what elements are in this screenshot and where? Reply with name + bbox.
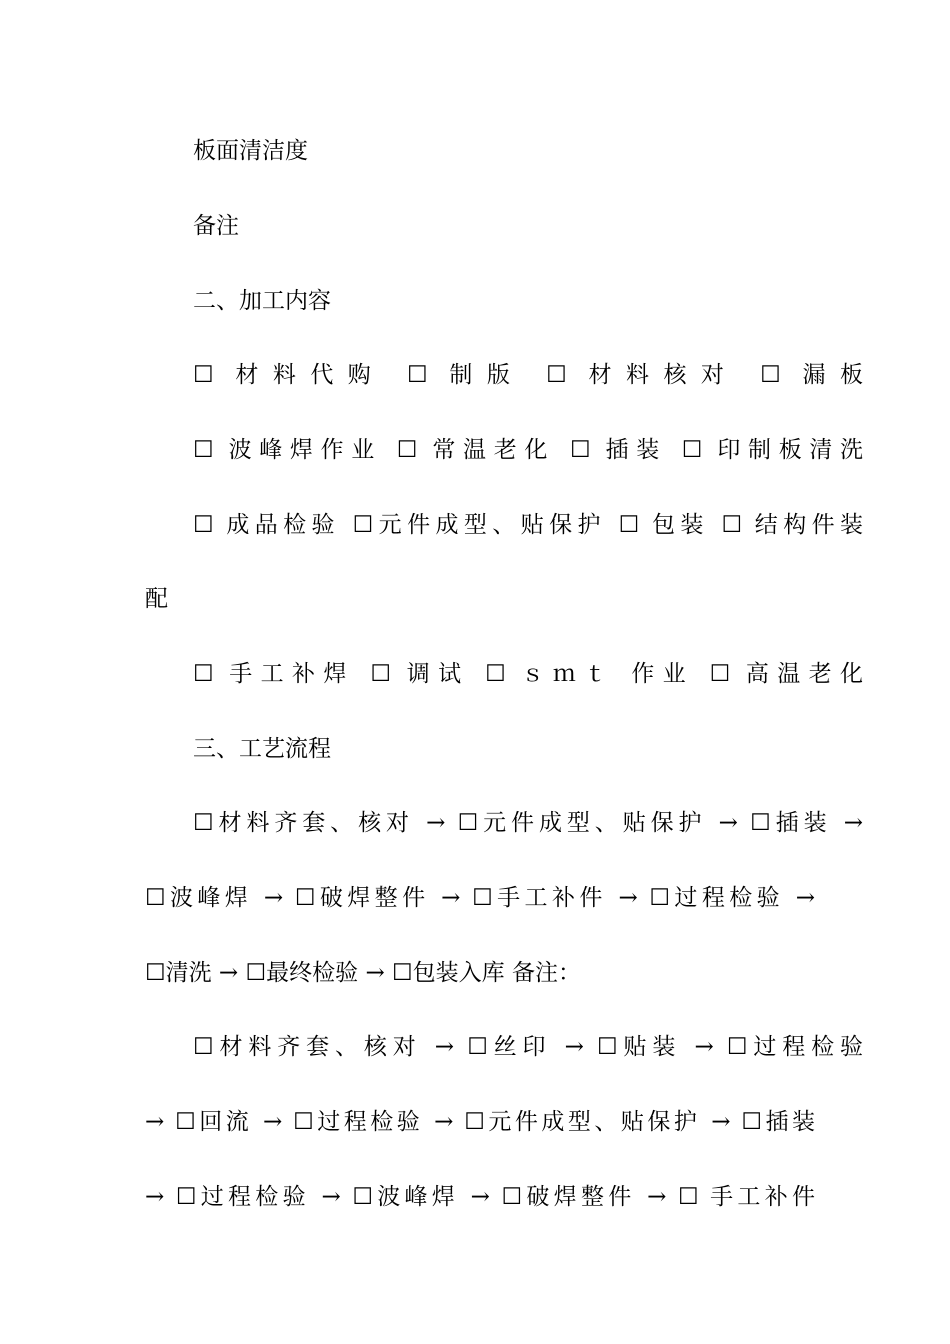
text-line-continuation: 配 [145, 586, 168, 612]
flow-line-6: → ☐过程检验 → ☐波峰焊 → ☐破焊整件 → ☐ 手工补件 [145, 1184, 815, 1210]
flow-line-2: ☐波峰焊 → ☐破焊整件 → ☐手工补件 → ☐过程检验 → [145, 885, 815, 911]
text-line-remarks: 备注 [193, 213, 239, 239]
checkbox-line-processing-2: ☐ 波峰焊作业 ☐ 常温老化 ☐ 插装 ☐ 印制板清洗 [193, 437, 863, 463]
flow-line-1: ☐材料齐套、核对 → ☐元件成型、贴保护 → ☐插装 → [193, 810, 863, 836]
flow-line-4: ☐材料齐套、核对 → ☐丝印 → ☐贴装 → ☐过程检验 [193, 1034, 863, 1060]
checkbox-line-processing-3: ☐ 成品检验 ☐元件成型、贴保护 ☐ 包装 ☐ 结构件装 [193, 512, 863, 538]
checkbox-line-processing-4: ☐ 手工补焊 ☐ 调试 ☐ ｓｍｔ 作业 ☐ 高温老化 [193, 661, 863, 687]
section-heading-processing-content: 二、加工内容 [193, 288, 331, 314]
checkbox-line-processing-1: ☐ 材料代购 ☐ 制版 ☐ 材料核对 ☐ 漏板 [193, 362, 863, 388]
flow-line-5: → ☐回流 → ☐过程检验 → ☐元件成型、贴保护 → ☐插装 [145, 1109, 815, 1135]
text-line-board-cleanliness: 板面清洁度 [193, 138, 308, 164]
flow-line-3: ☐清洗 → ☐最终检验 → ☐包装入库 备注： [145, 960, 581, 986]
section-heading-process-flow: 三、工艺流程 [193, 736, 331, 762]
